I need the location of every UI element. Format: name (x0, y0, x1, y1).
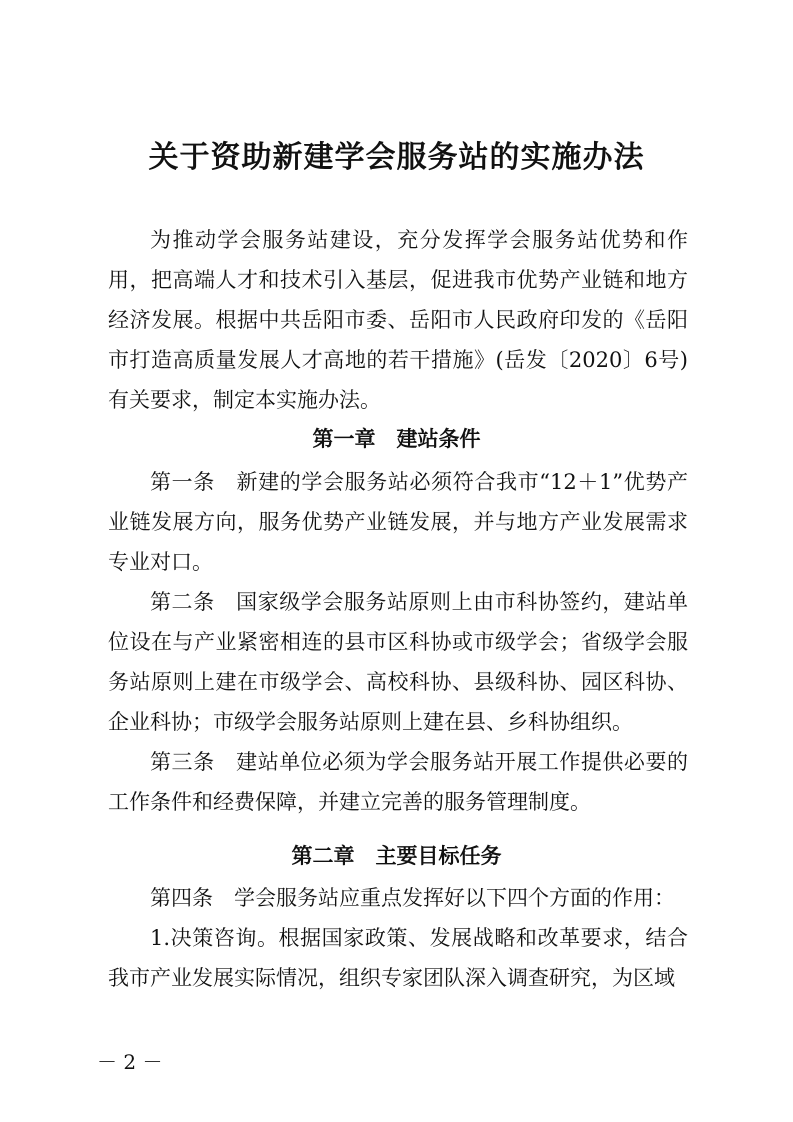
item-decision-consulting: 1.决策咨询。根据国家政策、发展战略和改革要求，结合我市产业发展实际情况，组织专家团队深入调查研究，为区域 (108, 926, 688, 990)
chapter-1-body (108, 462, 688, 822)
intro-block (108, 220, 688, 420)
article-1: 第一条 新建的学会服务站必须符合我市“12＋1”优势产业链发展方向，服务优势产业链发展，并与地方产业发展需求专业对口。 (108, 470, 688, 574)
article-2: 第二条 国家级学会服务站原则上由市科协签约，建站单位设在与产业紧密相连的县市区科协或市级学会；省级学会服务站原则上建在市级学会、高校科协、县级科协、园区科协、企业科协；市级学会服务站原则上建在县、乡科协组织。 (108, 590, 688, 734)
chapter-2-heading: 第二章 主要目标任务 (291, 844, 502, 868)
chapter-2-body (108, 878, 688, 998)
intro-paragraph: 为推动学会服务站建设，充分发挥学会服务站优势和作用，把高端人才和技术引入基层，促进我市优势产业链和地方经济发展。根据中共岳阳市委、岳阳市人民政府印发的《岳阳市打造高质量发展人才高地的若干措施》(岳发〔2020〕6号)有关要求，制定本实施办法。 (108, 228, 688, 412)
chapter-1-heading: 第一章 建站条件 (312, 427, 481, 451)
page-number: － 2 － (97, 1050, 163, 1074)
document-title: 关于资助新建学会服务站的实施办法 (148, 140, 645, 175)
article-4: 第四条 学会服务站应重点发挥好以下四个方面的作用： (150, 886, 675, 910)
article-3: 第三条 建站单位必须为学会服务站开展工作提供必要的工作条件和经费保障，并建立完善的服务管理制度。 (108, 750, 688, 814)
